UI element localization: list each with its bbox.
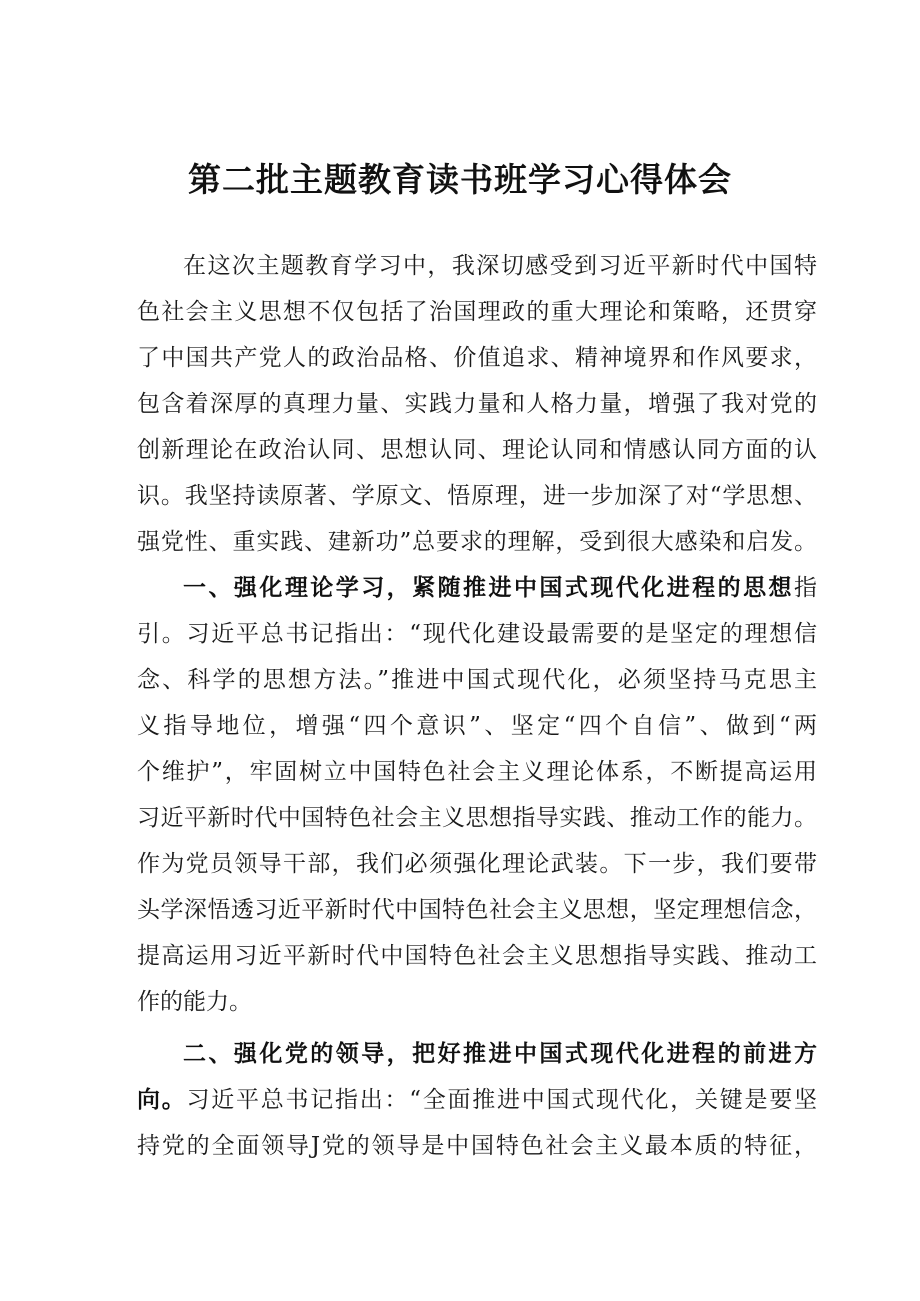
section-one-heading: 一、强化理论学习，紧随推进中国式现代化进程的思想 [183,575,794,601]
section-one-line-4: 个维护”，牢固树立中国特色社会主义理论体系，不断提高运用 [137,759,817,785]
intro-line-7: 强党性、重实践、建新功”总要求的理解，受到很大感染和启发。 [137,529,817,555]
intro-line-5: 创新理论在政治认同、思想认同、理论认同和情感认同方面的认 [137,437,817,463]
section-one-heading-line [183,568,817,608]
section-one-line-7: 头学深悟透习近平新时代中国特色社会主义思想，坚定理想信念， [137,897,817,923]
document-title: 第二批主题教育读书班学习心得体会 [188,160,732,199]
section-two-heading-cont: 向。 [137,1087,187,1113]
section-two-line-2: 持党的全面领导J党的领导是中国特色社会主义最本质的特征， [137,1133,817,1159]
section-two-line-1-rest: 习近平总书记指出：“全面推进中国式现代化，关键是要坚 [186,1087,817,1113]
section-two-line-1 [137,1080,817,1120]
section-one-line-9: 作的能力。 [137,989,252,1015]
intro-line-3: 了中国共产党人的政治品格、价值追求、精神境界和作风要求， [137,345,817,371]
section-one-line-2: 念、科学的思想方法。”推进中国式现代化，必须坚持马克思主 [137,667,817,693]
intro-line-4: 包含着深厚的真理力量、实践力量和人格力量，增强了我对党的 [137,391,817,417]
section-one-line-8: 提高运用习近平新时代中国特色社会主义思想指导实践、推动工 [137,943,817,969]
intro-line-6: 识。我坚持读原著、学原文、悟原理，进一步加深了对“学思想、 [137,483,817,509]
section-one-line-1: 引。习近平总书记指出：“现代化建设最需要的是坚定的理想信 [137,621,817,647]
section-two-heading: 二、强化党的领导，把好推进中国式现代化进程的前进方 [183,1041,817,1067]
intro-line-2: 色社会主义思想不仅包括了治国理政的重大理论和策略，还贯穿 [137,299,817,325]
section-two-heading-line [183,1034,817,1074]
section-one-heading-tail: 指 [794,575,817,601]
section-one-line-6: 作为党员领导干部，我们必须强化理论武装。下一步，我们要带 [137,851,817,877]
section-one-line-5: 习近平新时代中国特色社会主义思想指导实践、推动工作的能力。 [137,805,817,831]
intro-line-1: 在这次主题教育学习中，我深切感受到习近平新时代中国特 [183,253,817,279]
section-one-line-3: 义指导地位，增强“四个意识”、坚定“四个自信”、做到“两 [137,713,817,739]
